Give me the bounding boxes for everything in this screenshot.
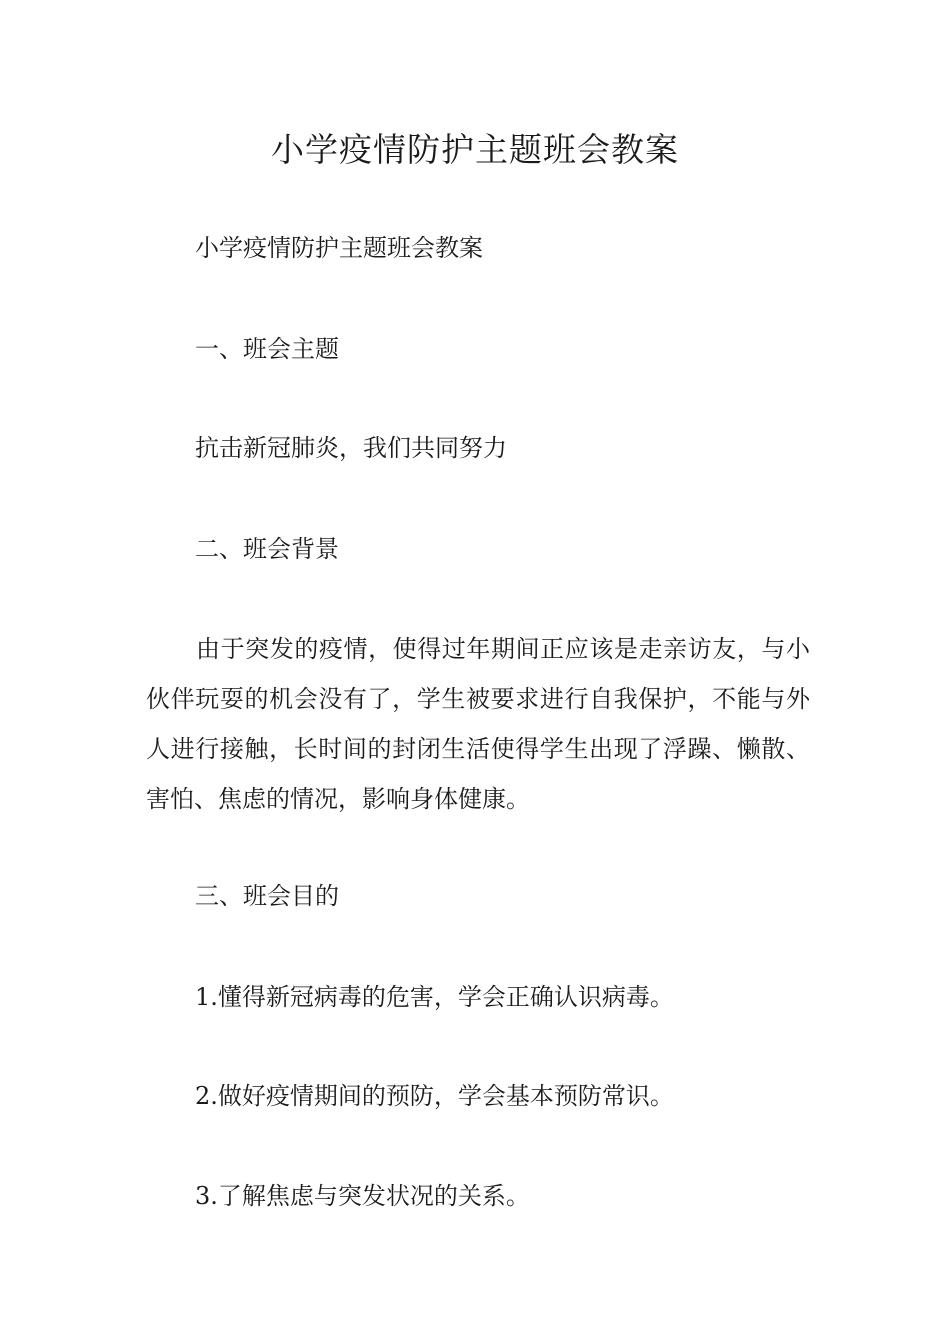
subtitle: 小学疫情防护主题班会教案 (195, 234, 483, 262)
section-heading-theme: 一、班会主题 (195, 335, 339, 363)
section-heading-background: 二、班会背景 (195, 535, 339, 563)
section-heading-purpose: 三、班会目的 (195, 882, 339, 910)
document-title: 小学疫情防护主题班会教案 (271, 130, 679, 169)
purpose-item: 1.懂得新冠病毒的危害，学会正确认识病毒。 (195, 983, 674, 1011)
purpose-item: 2.做好疫情期间的预防，学会基本预防常识。 (195, 1082, 674, 1110)
background-paragraph: 由于突发的疫情，使得过年期间正应该是走亲访友，与小伙伴玩耍的机会没有了，学生被要求进行自我保护，不能与外人进行接触，长时间的封闭生活使得学生出现了浮躁、懒散、害怕、焦虑的情况，影响身体健康。 (146, 635, 810, 813)
theme-text: 抗击新冠肺炎，我们共同努力 (195, 434, 507, 462)
purpose-item: 3.了解焦虑与突发状况的关系。 (195, 1182, 530, 1210)
